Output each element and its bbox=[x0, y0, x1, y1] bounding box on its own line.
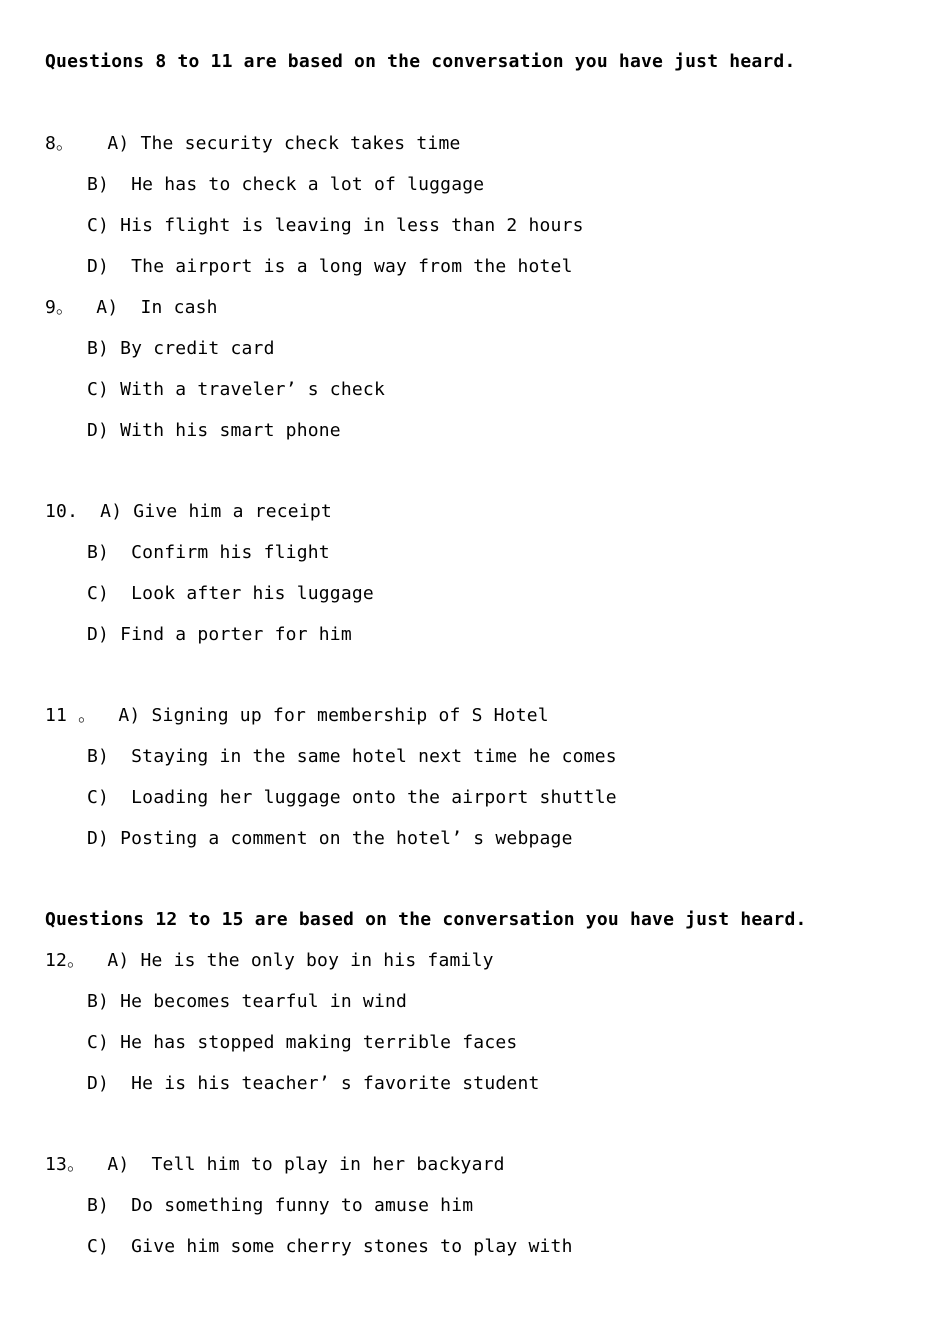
question-11-option-c: C) Loading her luggage onto the airport shuttle bbox=[87, 787, 617, 808]
question-10-option-b: B) Confirm his flight bbox=[87, 542, 330, 563]
question-8-option-c: C) His flight is leaving in less than 2 hours bbox=[87, 215, 584, 236]
question-9-option-c: C) With a traveler’ s check bbox=[87, 379, 385, 400]
question-9-option-d: D) With his smart phone bbox=[87, 420, 341, 441]
question-10-option-d: D) Find a porter for him bbox=[87, 624, 352, 645]
question-10-option-c: C) Look after his luggage bbox=[87, 583, 374, 604]
question-11-option-b: B) Staying in the same hotel next time he comes bbox=[87, 746, 617, 767]
question-8-option-a: 8。 A) The security check takes time bbox=[45, 133, 461, 154]
question-11-option-a: 11 。 A) Signing up for membership of S Hotel bbox=[45, 705, 549, 726]
question-10-option-a: 10. A) Give him a receipt bbox=[45, 501, 332, 522]
question-12-option-d: D) He is his teacher’ s favorite student bbox=[87, 1073, 540, 1094]
question-9-option-a: 9。 A) In cash bbox=[45, 297, 218, 318]
question-13-option-c: C) Give him some cherry stones to play with bbox=[87, 1236, 573, 1257]
question-11-option-d: D) Posting a comment on the hotel’ s webpage bbox=[87, 828, 573, 849]
question-8-option-b: B) He has to check a lot of luggage bbox=[87, 174, 485, 195]
question-13-option-a: 13。 A) Tell him to play in her backyard bbox=[45, 1154, 505, 1175]
question-12-option-c: C) He has stopped making terrible faces bbox=[87, 1032, 518, 1053]
question-8-option-d: D) The airport is a long way from the hotel bbox=[87, 256, 573, 277]
question-12-option-a: 12。 A) He is the only boy in his family bbox=[45, 950, 494, 971]
section-heading: Questions 8 to 11 are based on the conversation you have just heard. bbox=[45, 51, 796, 72]
question-12-option-b: B) He becomes tearful in wind bbox=[87, 991, 408, 1012]
question-13-option-b: B) Do something funny to amuse him bbox=[87, 1195, 474, 1216]
section-heading: Questions 12 to 15 are based on the conversation you have just heard. bbox=[45, 909, 807, 930]
question-9-option-b: B) By credit card bbox=[87, 338, 275, 359]
